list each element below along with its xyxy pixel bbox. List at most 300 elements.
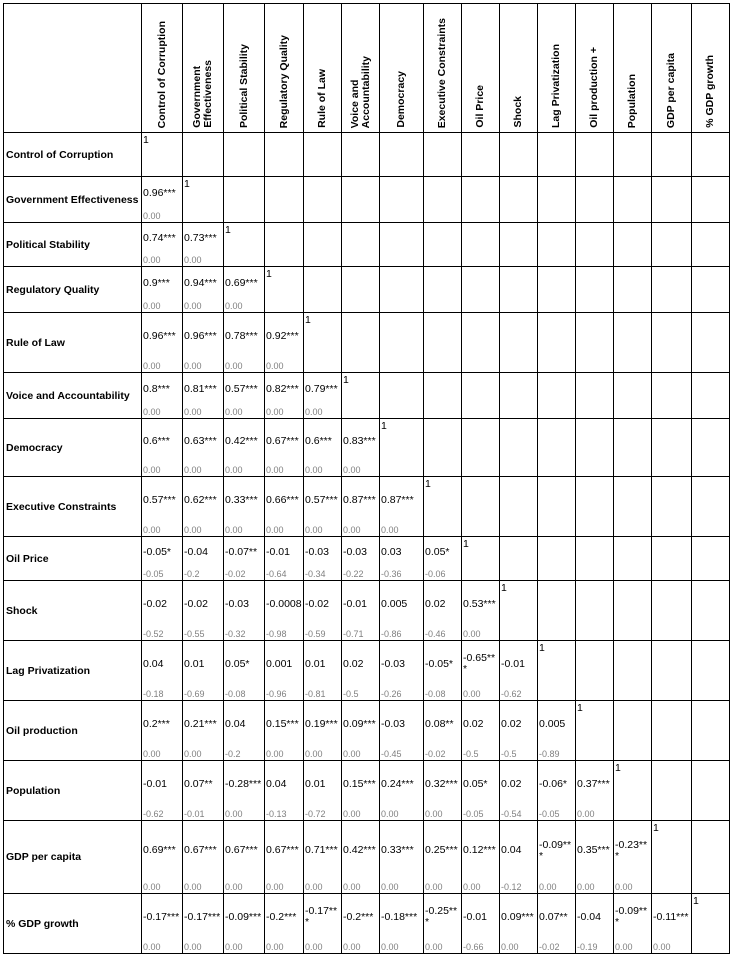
empty-cell [692, 223, 730, 267]
coefficient: -0.03 [381, 717, 405, 730]
p-value: -0.69 [184, 689, 205, 699]
table-row [4, 821, 730, 894]
table-cell [142, 641, 183, 701]
empty-cell [692, 177, 730, 223]
p-value: 0.00 [184, 749, 202, 759]
coefficient: 0.78*** [225, 329, 258, 342]
empty-cell [538, 419, 576, 477]
table-row [4, 373, 730, 419]
column-header-label: Political Stability [237, 43, 250, 128]
column-header [692, 4, 730, 133]
coefficient: -0.03 [381, 657, 405, 670]
empty-cell [652, 701, 692, 761]
table-cell [692, 894, 730, 954]
empty-cell [692, 313, 730, 373]
p-value: 0.00 [343, 809, 361, 819]
coefficient: 0.9*** [143, 276, 170, 289]
empty-cell [614, 313, 652, 373]
table-row [4, 419, 730, 477]
coefficient: 0.005 [381, 597, 408, 610]
coefficient: -0.01 [266, 545, 290, 558]
p-value: -0.45 [381, 749, 402, 759]
p-value: 0.00 [266, 942, 284, 952]
p-value: -0.05 [539, 809, 560, 819]
empty-cell [576, 373, 614, 419]
column-header-label: Voice and Accountability [348, 55, 372, 128]
coefficient: 0.001 [266, 657, 293, 670]
column-header [424, 4, 462, 133]
empty-cell [424, 223, 462, 267]
table-cell [183, 313, 224, 373]
coefficient: 0.04 [225, 717, 246, 730]
table-cell [462, 821, 500, 894]
row-label: Voice and Accountability [4, 373, 142, 419]
coefficient: -0.03 [343, 545, 367, 558]
table-cell [265, 313, 304, 373]
coefficient: 0.32*** [425, 777, 458, 790]
p-value: -0.05 [143, 569, 164, 579]
table-cell [500, 894, 538, 954]
p-value: -0.22 [343, 569, 364, 579]
coefficient: -0.17*** [143, 910, 180, 923]
p-value: -0.96 [266, 689, 287, 699]
table-cell [224, 477, 265, 537]
coefficient: 0.07** [539, 910, 568, 923]
p-value: -0.55 [184, 629, 205, 639]
column-header [265, 4, 304, 133]
table-cell [462, 537, 500, 581]
table-cell [142, 477, 183, 537]
table-cell [265, 701, 304, 761]
empty-cell [614, 701, 652, 761]
table-row [4, 477, 730, 537]
p-value: 0.00 [143, 525, 161, 535]
coefficient: 0.57*** [225, 382, 258, 395]
table-cell [652, 894, 692, 954]
table-cell [304, 581, 342, 641]
column-header [462, 4, 500, 133]
coefficient: 0.21*** [184, 717, 217, 730]
empty-cell [538, 267, 576, 313]
empty-cell [652, 477, 692, 537]
empty-cell [342, 267, 380, 313]
table-cell [424, 537, 462, 581]
p-value: -0.2 [225, 749, 241, 759]
column-header [576, 4, 614, 133]
row-label: Government Effectiveness [4, 177, 142, 223]
p-value: 0.00 [184, 301, 202, 311]
coefficient: 0.09*** [343, 717, 376, 730]
coefficient: -0.11*** [653, 910, 689, 923]
p-value: 0.00 [143, 211, 161, 221]
coefficient: -0.05* [143, 545, 172, 558]
coefficient: 0.35*** [577, 844, 610, 856]
table-cell [538, 761, 576, 821]
coefficient: 1 [539, 642, 545, 654]
empty-cell [500, 267, 538, 313]
empty-cell [500, 419, 538, 477]
table-cell [224, 537, 265, 581]
p-value: -0.36 [381, 569, 402, 579]
table-cell [224, 761, 265, 821]
coefficient: 0.01 [305, 777, 326, 790]
table-cell [265, 419, 304, 477]
coefficient: 0.83*** [343, 434, 376, 447]
empty-cell [614, 419, 652, 477]
coefficient: -0.28*** [225, 777, 262, 790]
p-value: 0.00 [501, 942, 519, 952]
coefficient: -0.04 [184, 545, 208, 558]
coefficient: -0.0008 [266, 597, 302, 610]
coefficient: 0.73*** [184, 231, 217, 244]
row-label: Oil production [4, 701, 142, 761]
coefficient: 0.19*** [305, 717, 338, 730]
p-value: -0.62 [501, 689, 522, 699]
table-cell [265, 537, 304, 581]
table-cell [183, 177, 224, 223]
coefficient: 0.02 [501, 777, 522, 790]
coefficient: 1 [501, 582, 507, 594]
coefficient: 0.63*** [184, 434, 217, 447]
column-header-label: Rule of Law [316, 69, 328, 128]
coefficient: 0.57*** [143, 493, 176, 506]
empty-cell [652, 537, 692, 581]
row-label: Control of Corruption [4, 133, 142, 177]
table-cell [462, 641, 500, 701]
p-value: 0.00 [225, 465, 243, 475]
p-value: 0.00 [143, 882, 161, 892]
p-value: 0.00 [184, 255, 202, 265]
p-value: 0.00 [266, 407, 284, 417]
coefficient: 0.92*** [266, 329, 299, 342]
table-cell [380, 761, 424, 821]
empty-cell [692, 419, 730, 477]
empty-cell [652, 313, 692, 373]
column-header-label: GDP per capita [665, 52, 677, 128]
table-cell [500, 761, 538, 821]
column-header-label: Oil Price [474, 85, 486, 128]
p-value: -0.81 [305, 689, 326, 699]
table-cell [224, 821, 265, 894]
p-value: 0.00 [143, 301, 161, 311]
coefficient: 1 [143, 134, 149, 146]
empty-cell [538, 581, 576, 641]
empty-cell [424, 177, 462, 223]
p-value: -0.2 [184, 569, 200, 579]
empty-cell [614, 641, 652, 701]
coefficient: 0.87*** [381, 493, 414, 506]
coefficient: -0.05* [425, 657, 454, 670]
empty-cell [462, 419, 500, 477]
column-header [304, 4, 342, 133]
table-cell [183, 373, 224, 419]
coefficient: 0.07** [184, 777, 213, 790]
table-cell [500, 821, 538, 894]
coefficient: 0.69*** [143, 844, 176, 856]
row-label: Population [4, 761, 142, 821]
table-cell [342, 761, 380, 821]
empty-cell [538, 133, 576, 177]
row-label: Political Stability [4, 223, 142, 267]
row-label: Regulatory Quality [4, 267, 142, 313]
coefficient: -0.02 [184, 597, 208, 610]
table-cell [538, 701, 576, 761]
row-label: Oil Price [4, 537, 142, 581]
coefficient: 0.81*** [184, 382, 217, 395]
coefficient: 0.42*** [343, 844, 376, 856]
table-cell [538, 894, 576, 954]
p-value: 0.00 [184, 942, 202, 952]
coefficient: -0.01 [143, 777, 167, 790]
table-cell [265, 267, 304, 313]
coefficient: -0.17*** [184, 910, 221, 923]
empty-cell [342, 313, 380, 373]
table-cell [500, 641, 538, 701]
table-cell [576, 701, 614, 761]
column-header [183, 4, 224, 133]
p-value: 0.00 [425, 882, 443, 892]
empty-cell [652, 581, 692, 641]
empty-cell [614, 267, 652, 313]
p-value: 0.00 [615, 882, 633, 892]
coefficient: 0.66*** [266, 493, 299, 506]
empty-cell [183, 133, 224, 177]
p-value: 0.00 [225, 301, 243, 311]
table-cell [142, 313, 183, 373]
coefficient: -0.09*** [225, 910, 262, 923]
coefficient: -0.07** [225, 545, 258, 558]
table-cell [380, 477, 424, 537]
empty-cell [576, 133, 614, 177]
empty-cell [652, 641, 692, 701]
table-cell [304, 761, 342, 821]
coefficient: 0.94*** [184, 276, 217, 289]
table-cell [342, 373, 380, 419]
coefficient: -0.01 [343, 597, 367, 610]
coefficient: 0.67*** [225, 844, 258, 856]
table-cell [614, 761, 652, 821]
coefficient: 0.87*** [343, 493, 376, 506]
coefficient: 0.05* [225, 657, 250, 670]
table-cell [462, 701, 500, 761]
table-cell [224, 419, 265, 477]
empty-cell [538, 537, 576, 581]
table-row [4, 537, 730, 581]
table-cell [224, 641, 265, 701]
empty-cell [692, 267, 730, 313]
p-value: 0.00 [463, 629, 481, 639]
p-value: 0.00 [305, 407, 323, 417]
empty-cell [265, 223, 304, 267]
table-cell [304, 419, 342, 477]
p-value: 0.00 [577, 882, 595, 892]
coefficient: 1 [653, 822, 659, 834]
coefficient: 0.15*** [343, 777, 376, 790]
coefficient: 0.82*** [266, 382, 299, 395]
table-cell [224, 581, 265, 641]
table-cell [424, 894, 462, 954]
empty-cell [692, 133, 730, 177]
table-cell [265, 761, 304, 821]
coefficient: 0.05* [463, 777, 488, 790]
coefficient: -0.2*** [343, 910, 374, 923]
p-value: -0.66 [463, 942, 484, 952]
table-row [4, 581, 730, 641]
p-value: -0.08 [425, 689, 446, 699]
coefficient: 0.2*** [143, 717, 170, 730]
row-label: Executive Constraints [4, 477, 142, 537]
table-row [4, 223, 730, 267]
table-cell [380, 537, 424, 581]
coefficient: -0.17*** [305, 905, 338, 928]
coefficient: 0.67*** [266, 434, 299, 447]
p-value: 0.00 [653, 942, 671, 952]
table-row [4, 701, 730, 761]
empty-cell [692, 581, 730, 641]
empty-cell [576, 313, 614, 373]
p-value: 0.00 [343, 942, 361, 952]
empty-cell [576, 477, 614, 537]
table-cell [183, 477, 224, 537]
p-value: 0.00 [143, 255, 161, 265]
table-cell [265, 641, 304, 701]
empty-cell [304, 177, 342, 223]
p-value: -0.52 [143, 629, 164, 639]
empty-cell [462, 313, 500, 373]
p-value: 0.00 [425, 942, 443, 952]
p-value: 0.00 [463, 689, 481, 699]
p-value: -0.02 [539, 942, 560, 952]
empty-cell [500, 477, 538, 537]
table-cell [342, 701, 380, 761]
p-value: 0.00 [343, 465, 361, 475]
column-header-label: Oil production + [588, 47, 600, 128]
row-label: Democracy [4, 419, 142, 477]
empty-cell [380, 133, 424, 177]
p-value: 0.00 [143, 942, 161, 952]
coefficient: 0.05* [425, 545, 450, 558]
coefficient: -0.04 [577, 910, 601, 923]
coefficient: -0.06* [539, 777, 568, 790]
p-value: -0.13 [266, 809, 287, 819]
p-value: 0.00 [305, 942, 323, 952]
empty-cell [652, 177, 692, 223]
table-cell [265, 821, 304, 894]
empty-cell [652, 133, 692, 177]
coefficient: -0.09*** [615, 905, 648, 928]
p-value: 0.00 [343, 882, 361, 892]
p-value: 0.00 [225, 361, 243, 371]
p-value: 0.00 [225, 525, 243, 535]
p-value: 0.00 [343, 525, 361, 535]
p-value: -0.64 [266, 569, 287, 579]
p-value: 0.00 [184, 361, 202, 371]
coefficient: 0.15*** [266, 717, 299, 730]
p-value: -0.08 [225, 689, 246, 699]
empty-cell [424, 313, 462, 373]
p-value: -0.34 [305, 569, 326, 579]
table-cell [224, 701, 265, 761]
p-value: 0.00 [225, 407, 243, 417]
coefficient: 0.04 [501, 844, 522, 856]
table-cell [183, 821, 224, 894]
coefficient: 0.37*** [577, 777, 610, 790]
coefficient: 0.33*** [225, 493, 258, 506]
p-value: -0.5 [463, 749, 479, 759]
table-cell [265, 894, 304, 954]
coefficient: 0.04 [143, 657, 164, 670]
p-value: -0.18 [143, 689, 164, 699]
coefficient: 1 [615, 762, 621, 774]
coefficient: 0.96*** [143, 186, 176, 199]
table-cell [342, 581, 380, 641]
coefficient: 0.67*** [184, 844, 217, 856]
table-cell [142, 537, 183, 581]
row-label: Lag Privatization [4, 641, 142, 701]
table-cell [380, 894, 424, 954]
table-cell [424, 581, 462, 641]
table-cell [265, 581, 304, 641]
table-cell [142, 701, 183, 761]
empty-cell [538, 223, 576, 267]
table-cell [265, 477, 304, 537]
row-label: Shock [4, 581, 142, 641]
table-cell [538, 821, 576, 894]
coefficient: 0.24*** [381, 777, 414, 790]
empty-cell [576, 641, 614, 701]
empty-cell [692, 701, 730, 761]
coefficient: 1 [343, 374, 349, 386]
coefficient: 0.33*** [381, 844, 414, 856]
table-cell [380, 419, 424, 477]
empty-cell [576, 267, 614, 313]
empty-cell [462, 373, 500, 419]
coefficient: 0.62*** [184, 493, 217, 506]
p-value: -0.02 [225, 569, 246, 579]
coefficient: 0.96*** [143, 329, 176, 342]
empty-cell [576, 537, 614, 581]
p-value: 0.00 [381, 809, 399, 819]
column-header [380, 4, 424, 133]
p-value: 0.00 [266, 465, 284, 475]
p-value: -0.89 [539, 749, 560, 759]
table-cell [462, 581, 500, 641]
table-cell [576, 761, 614, 821]
p-value: 0.00 [305, 525, 323, 535]
coefficient: 0.03 [381, 545, 402, 558]
empty-cell [424, 373, 462, 419]
p-value: -0.46 [425, 629, 446, 639]
table-cell [304, 373, 342, 419]
correlation-table [3, 3, 730, 954]
empty-cell [424, 267, 462, 313]
coefficient: 0.02 [343, 657, 364, 670]
empty-cell [692, 537, 730, 581]
empty-cell [500, 177, 538, 223]
table-cell [265, 373, 304, 419]
p-value: 0.00 [266, 525, 284, 535]
header-row [4, 4, 730, 133]
table-cell [304, 313, 342, 373]
p-value: -0.5 [501, 749, 517, 759]
table-row [4, 267, 730, 313]
coefficient: 0.04 [266, 777, 287, 790]
column-header-label: Regulatory Quality [277, 34, 290, 128]
table-cell [142, 373, 183, 419]
column-header [224, 4, 265, 133]
coefficient: 0.09*** [501, 910, 534, 923]
empty-cell [614, 177, 652, 223]
